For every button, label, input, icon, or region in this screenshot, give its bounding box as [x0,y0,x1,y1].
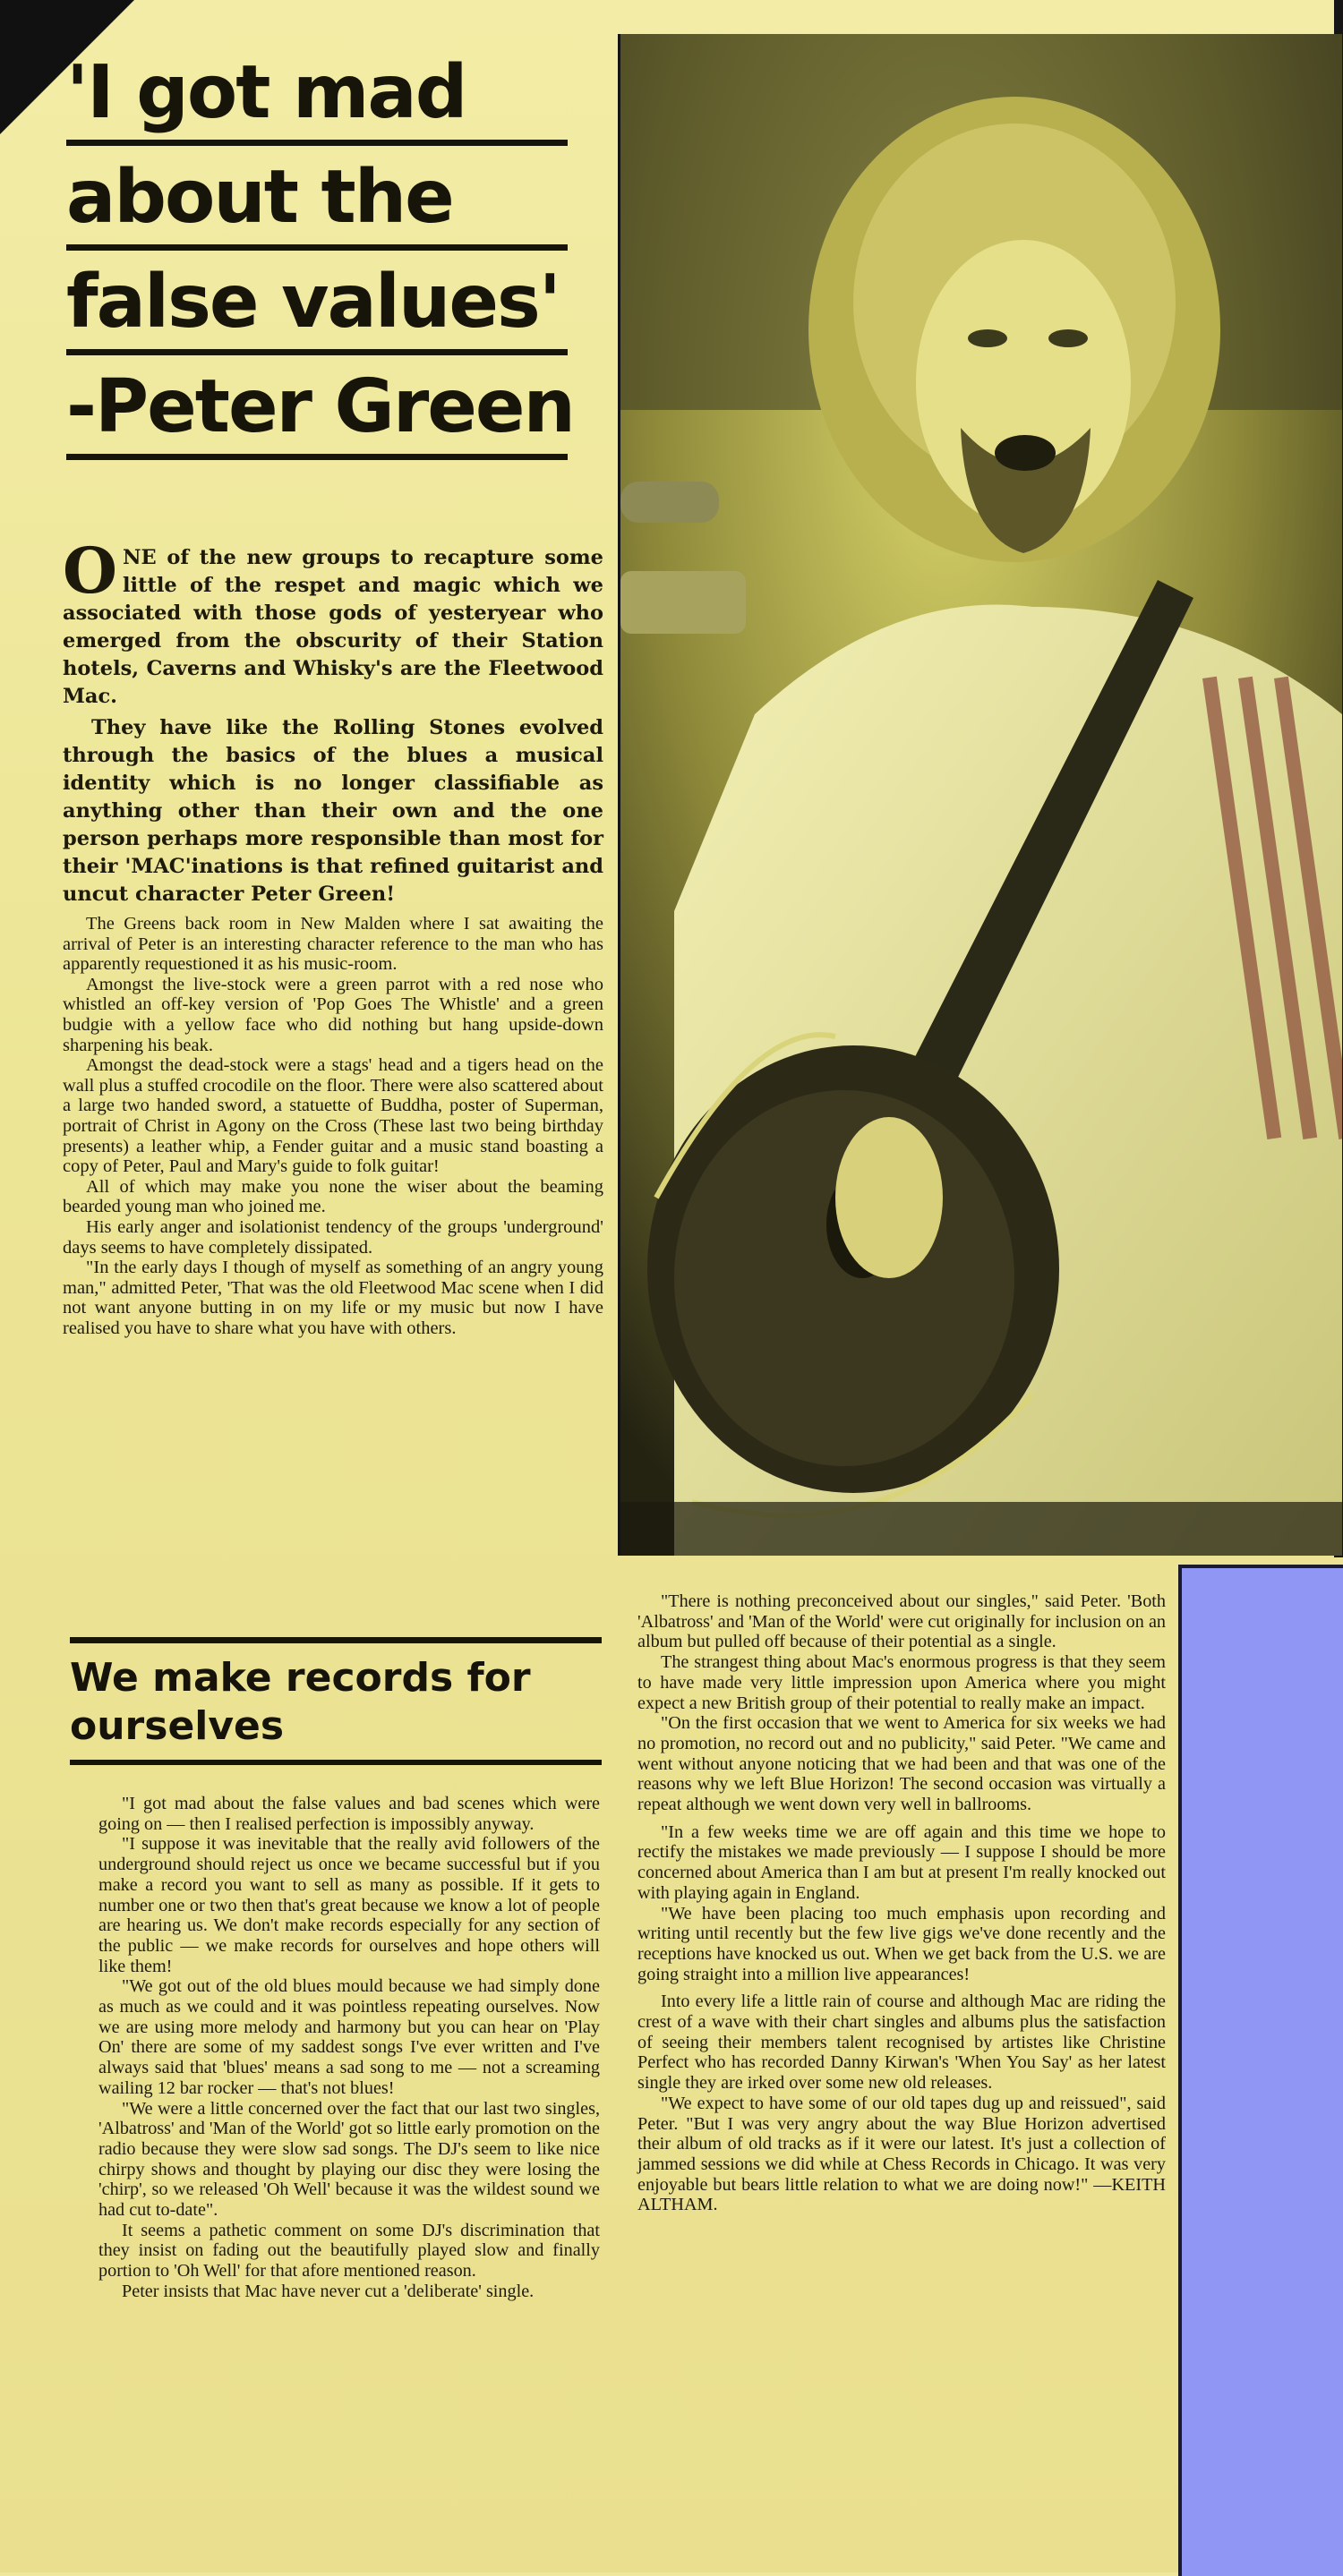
body-paragraph: It seems a pathetic comment on some DJ's discrimination that they insist on fading out the beautifully played slow and finally portion to 'Oh Well' for that afore mentioned reason. [98,2220,600,2282]
headline-line-2: about the [66,155,453,240]
headline [66,36,574,471]
article-column-1 [63,533,603,1338]
subhead-rule-top [70,1637,602,1643]
body-paragraph: "In a few weeks time we are off again and this time we hope to rectify the mistakes we made previously — I suppose I should be more concerned about America than I am but at present I'm really knocked out with playing again in England. [637,1821,1166,1903]
body-paragraph: "We were a little concerned over the fact that our last two singles, 'Albatross' and 'Man of the World' got so little early promotion on the radio because they were slow sad songs. The DJ's seem to like nice chirpy shows and thought by playing our disc they were losing the 'chirp', so we released 'Oh Well' because it was the wildest sound we had cut to-date". [98,2098,600,2221]
body-paragraph: "I got mad about the false values and bad scenes which were going on — then I realised perfection is impossibly anyway. [98,1794,600,1834]
body-paragraph: His early anger and isolationist tendency of the groups 'underground' days seems to have completely dissipated. [63,1216,603,1258]
body-paragraph: "There is nothing preconceived about our singles," said Peter. 'Both 'Albatross' and 'Man of the World' were cut originally for inclusion on an album but pulled off because of their potential as a single. [637,1591,1166,1652]
body-paragraph: Amongst the dead-stock were a stags' head and a tigers head on the wall plus a stuffed crocodile on the floor. There were also scattered about a large two handed sword, a statuette of Buddha, poster of Superman, portrait of Christ in Agony on the Cross (These last two being birthday presents) a leather whip, a Fender guitar and a music stand boasting a copy of Peter, Paul and Mary's guide to folk guitar! [63,1055,603,1177]
subhead-rule-bottom [70,1760,602,1765]
drop-cap: O [63,533,117,608]
headline-rule-3 [66,349,568,355]
article-column-2 [98,1794,600,2302]
lead-text-1: NE of the new groups to recapture some little of the respet and magic which we associated with those gods of yesteryear who emerged from the obscurity of their Station hotels, Caverns and Whisky's are the Fleetwood Mac. [63,546,603,708]
body-paragraph: "On the first occasion that we went to America for six weeks we had no promotion, no record out and no publicity," said Peter. "We came and went without anyone noticing that we had been and that was one of the reasons why we left Blue Horizon! The second occasion was virtually a repeat although we went down very well in ballrooms. [637,1713,1166,1815]
body-paragraph: "I suppose it was inevitable that the really avid followers of the underground should reject us once we became successful but if you make a record you want to sell as many as possible. If it gets to number one or two then that's great because we know a lot of people are hearing us. We don't make records especially for any section of the public — we make records for ourselves and hope others will like them! [98,1834,600,1976]
body-paragraph: The Greens back room in New Malden where I sat awaiting the arrival of Peter is an interesting character reference to the man who has apparently requestioned it as his music-room. [63,914,603,975]
body-paragraph: The strangest thing about Mac's enormous progress is that they seem to have made very little impression upon America where you might expect a new British group of their potential to really make an impact. [637,1652,1166,1713]
body-paragraph: "In the early days I though of myself as something of an angry young man," admitted Peter, 'That was the old Fleetwood Mac scene when I did not want anyone butting in on my life or my music but now I have realised you have to share what you have with others. [63,1258,603,1338]
headline-rule-4 [66,454,568,460]
blue-background-block [1178,1565,1343,2576]
headline-rule-1 [66,140,568,146]
article-column-3 [637,1591,1166,2215]
lead-paragraph [63,533,603,711]
body-paragraph: Into every life a little rain of course and although Mac are riding the crest of a wave with their chart singles and albums plus the satisfaction of seeing their members talent recognised by artistes like Christine Perfect who has recorded Danny Kirwan's 'When You Say' as her latest single they are irked over some new old releases. [637,1992,1166,2094]
body-paragraph: "We have been placing too much emphasis upon recording and writing until recently but the few live gigs we've done recently and the receptions have knocked us out. When we get back from the U.S. we are going straight into a million live appearances! [637,1903,1166,1984]
guitarist-photo [618,34,1342,1556]
headline-line-1: 'I got mad [66,50,466,135]
body-paragraph: "We expect to have some of our old tapes dug up and reissued", said Peter. "But I was very angry about the way Blue Horizon advertised their album of old tracks as if it were our latest. It's just a collection of jammed sessions we did while at Chess Records in Chicago. It was very enjoyable but bears little relation to what we are doing now!" —KEITH ALTHAM. [637,2093,1166,2215]
photo-illustration [620,34,1342,1556]
subhead-block [70,1632,602,1776]
headline-line-3: false values' [66,260,560,345]
body-paragraph: All of which may make you none the wiser about the beaming bearded young man who joined me. [63,1176,603,1217]
body-paragraph: "We got out of the old blues mould because we had simply done as much as we could and it was pointless repeating ourselves. Now we are using more melody and harmony but you can hear on 'Play On' there are some of my saddest songs I've ever written and I've always said that 'blues' means a sad song to me — not a screaming wailing 12 bar rocker — that's not blues! [98,1976,600,2098]
body-paragraph: Amongst the live-stock were a green parrot with a red nose who whistled an off-key version of 'Pop Goes The Whistle' and a green budgie with a yellow face who did nothing but hang upside-down sharpening his beak. [63,974,603,1055]
headline-line-4: -Peter Green [66,364,574,449]
body-paragraph: Peter insists that Mac have never cut a 'deliberate' single. [122,2281,535,2301]
lead-paragraph-2: They have like the Rolling Stones evolved through the basics of the blues a musical identity which is no longer classifiable as anything other than their own and the one person perhaps more responsible than most for their 'MAC'inations is that refined guitarist and uncut character Peter Green! [63,716,603,906]
headline-rule-2 [66,244,568,251]
subhead: We make records for ourselves [70,1655,531,1749]
